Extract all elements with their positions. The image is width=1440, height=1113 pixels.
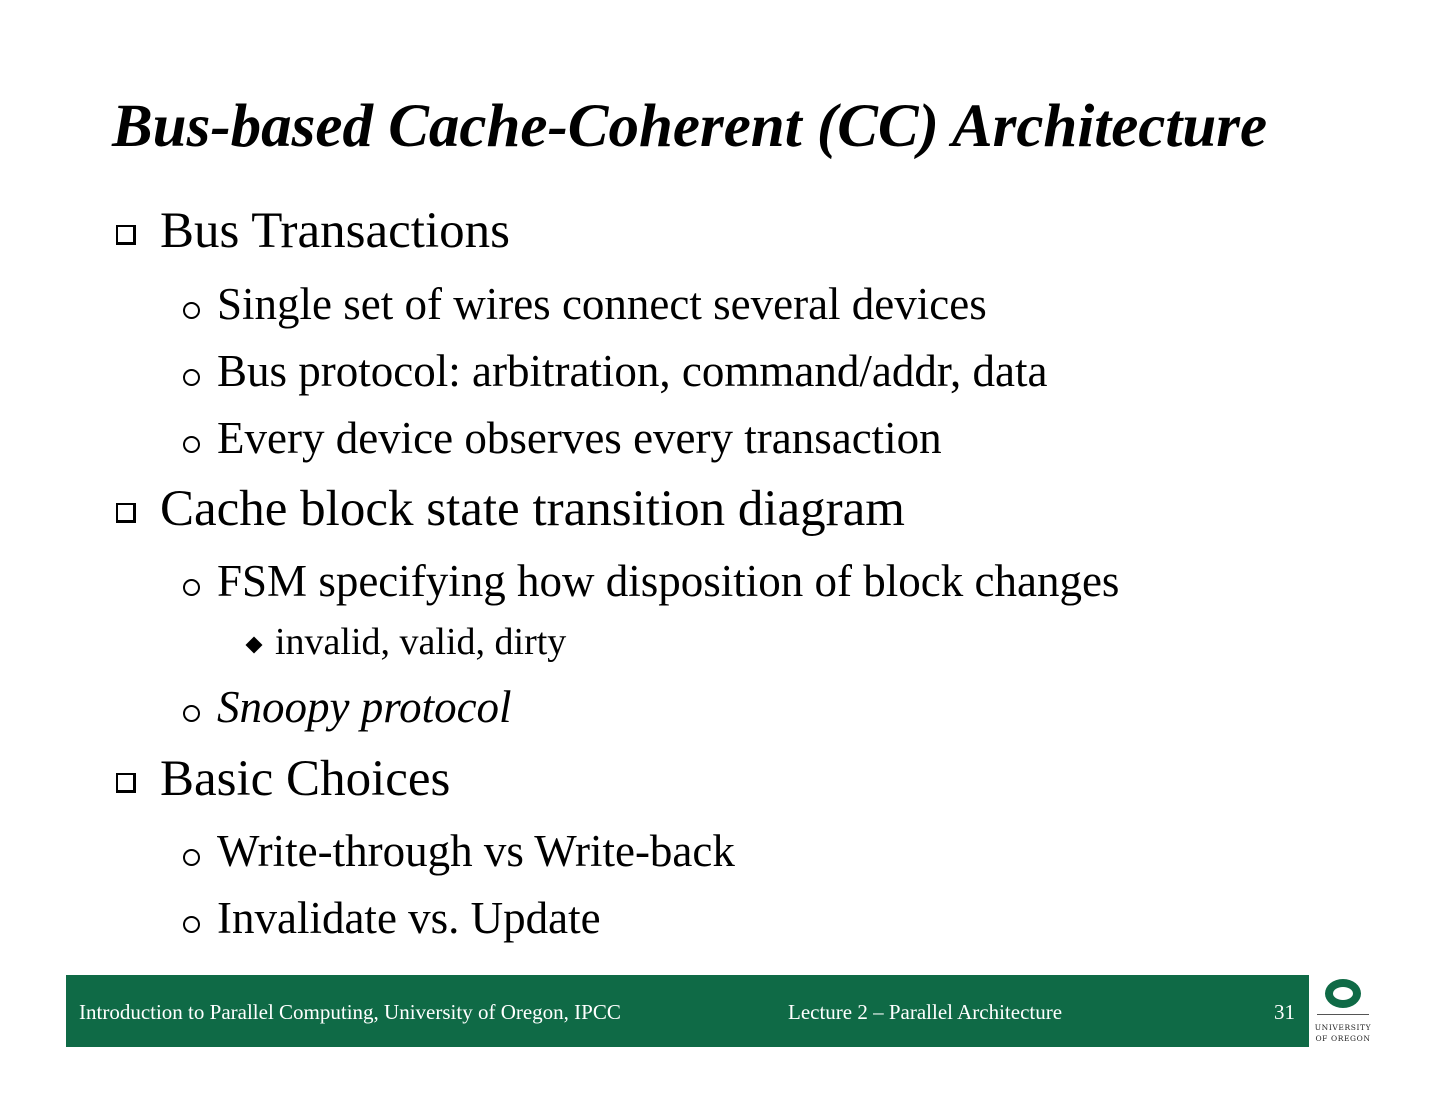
bullet-bus-transactions	[116, 202, 510, 260]
bullet-text: Cache block state transition diagram	[160, 481, 905, 537]
university-logo	[1310, 975, 1376, 1047]
oregon-o-icon	[1325, 979, 1361, 1008]
logo-divider	[1317, 1014, 1369, 1015]
square-bullet-icon	[116, 225, 136, 245]
bullet-text: invalid, valid, dirty	[275, 621, 567, 663]
page-number: 31	[1274, 1000, 1295, 1024]
circle-bullet-icon	[183, 436, 200, 453]
bullet-text: Bus Transactions	[160, 203, 510, 259]
bullet-text: Bus protocol: arbitration, command/addr, data	[217, 346, 1048, 396]
subbullet-bus-protocol	[183, 345, 1047, 397]
logo-text-of-oregon: OF OREGON	[1315, 1034, 1371, 1043]
bullet-text: Every device observes every transaction	[217, 413, 942, 463]
slide-title: Bus-based Cache-Coherent (CC) Architecture	[112, 93, 1268, 160]
circle-bullet-icon	[183, 369, 200, 386]
bullet-text: Snoopy protocol	[217, 682, 512, 732]
bullet-text: Write-through vs Write-back	[217, 826, 735, 876]
bullet-cache-block-state-diagram	[116, 480, 905, 538]
square-bullet-icon	[116, 503, 136, 523]
circle-bullet-icon	[183, 302, 200, 319]
bullet-text: FSM specifying how disposition of block changes	[217, 556, 1120, 606]
footer-bar	[66, 975, 1309, 1047]
subbullet-snoopy-protocol	[183, 681, 512, 733]
diamond-bullet-icon	[246, 637, 263, 654]
bullet-text: Basic Choices	[160, 751, 451, 807]
subbullet-invalidate-vs-update	[183, 892, 601, 944]
logo-text-university: UNIVERSITY	[1314, 1023, 1372, 1032]
circle-bullet-icon	[183, 916, 200, 933]
bullet-basic-choices	[116, 750, 450, 808]
circle-bullet-icon	[183, 705, 200, 722]
subbullet-fsm-specifying	[183, 555, 1119, 607]
square-bullet-icon	[116, 773, 136, 793]
circle-bullet-icon	[183, 849, 200, 866]
circle-bullet-icon	[183, 579, 200, 596]
subbullet-every-device-observes	[183, 412, 942, 464]
bullet-text: Invalidate vs. Update	[217, 893, 601, 943]
subbullet-write-through-vs-write-back	[183, 825, 735, 877]
subbullet-single-set-of-wires	[183, 278, 987, 330]
footer-course-title: Introduction to Parallel Computing, University of Oregon, IPCC	[79, 1000, 621, 1024]
footer-lecture-title: Lecture 2 – Parallel Architecture	[788, 1000, 1063, 1024]
bullet-text: Single set of wires connect several devices	[217, 279, 987, 329]
subsubbullet-invalid-valid-dirty	[248, 620, 566, 664]
